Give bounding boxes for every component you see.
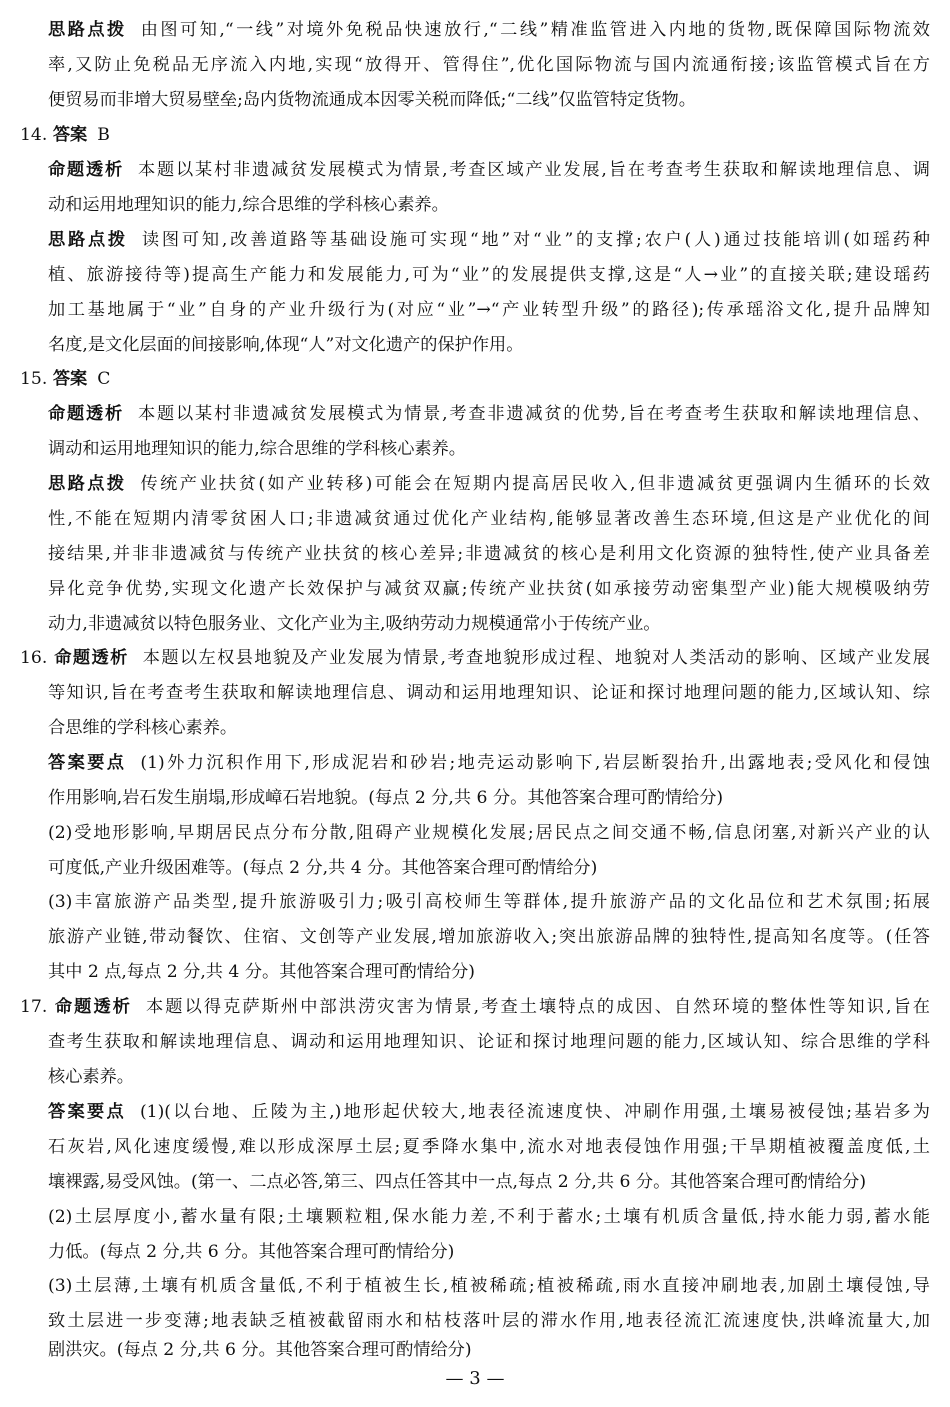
q16-intent-line-1: 16. 命题透析 本题以左权县地貌及产业发展为情景,考查地貌形成过程、地貌对人类活动的影响、区域产业发展 xyxy=(20,648,930,668)
q16-points-line-1: 答案要点 (1)外力沉积作用下,形成泥岩和砂岩;地壳运动影响下,岩层断裂抬升,出露地表;受风化和侵蚀 xyxy=(48,753,930,773)
q16-points-line-4: 可度低,产业升级困难等。(每点 2 分,共 4 分。其他答案合理可酌情给分) xyxy=(48,858,598,878)
q17-points-line-1: 答案要点 (1)(以台地、丘陵为主,)地形起伏较大,地表径流速度快、冲刷作用强,土壤易被侵蚀;基岩多为 xyxy=(48,1102,930,1122)
q17-intent-label: 命题透析 xyxy=(54,997,133,1017)
q17-points-line-6: (3)土层薄,土壤有机质含量低,不利于植被生长,植被稀疏;植被稀疏,雨水直接冲刷地表,加剧土壤侵蚀,导 xyxy=(48,1276,930,1296)
q15-number: 15. xyxy=(20,369,48,389)
q17-points-line-8: 剧洪灾。(每点 2 分,共 6 分。其他答案合理可酌情给分) xyxy=(48,1340,472,1360)
q14-intent-label: 命题透析 xyxy=(48,160,125,180)
q15-thinking-line-4: 异化竞争优势,实现文化遗产长效保护与减贫双赢;传统产业扶贫(如承接劳动密集型产业)能大规模吸纳劳 xyxy=(48,579,930,599)
q14-intent-line-2: 动和运用地理知识的能力,综合思维的学科核心素养。 xyxy=(48,195,449,215)
q17-points-line-4: (2)土层厚度小,蓄水量有限;土壤颗粒粗,保水能力差,不利于蓄水;土壤有机质含量低,持水能力弱,蓄水能 xyxy=(48,1207,930,1227)
q14-thinking-line-1: 思路点拨 读图可知,改善道路等基础设施可实现“地”对“业”的支撑;农户(人)通过技能培训(如瑶药种 xyxy=(48,230,930,250)
q15-thinking-label: 思路点拨 xyxy=(48,474,127,494)
q14-answer-line xyxy=(20,122,930,148)
q15-thinking-line-3: 接结果,并非非遗减贫与传统产业扶贫的核心差异;非遗减贫的核心是利用文化资源的独特性,使产业具备差 xyxy=(48,544,930,564)
q17-intent-line-3: 核心素养。 xyxy=(48,1067,134,1087)
q16-intent-line-3: 合思维的学科核心素养。 xyxy=(48,718,238,738)
q16-points-line-2: 作用影响,岩石发生崩塌,形成嶂石岩地貌。(每点 2 分,共 6 分。其他答案合理可酌情给分) xyxy=(48,788,724,808)
q14-number: 14. xyxy=(20,125,48,145)
q16-points-line-6: 旅游产业链,带动餐饮、住宿、文创等产业发展,增加旅游收入;突出旅游品牌的独特性,提高知名度等。(任答 xyxy=(48,927,930,947)
q15-answer-value: C xyxy=(97,369,111,389)
page-number: — 3 — xyxy=(445,1368,505,1389)
q16-points-line-5: (3)丰富旅游产品类型,提升旅游吸引力;吸引高校师生等群体,提升旅游产品的文化品位和艺术氛围;拓展 xyxy=(48,892,930,912)
q13-thinking-line-3: 便贸易而非增大贸易壁垒;岛内货物流通成本因零关税而降低;“二线”仅监管特定货物。 xyxy=(48,90,696,110)
q16-intent-line-2: 等知识,旨在考查考生获取和解读地理信息、调动和运用地理知识、论证和探讨地理问题的能力,区域认知、综 xyxy=(48,683,930,703)
q14-answer-value: B xyxy=(97,125,110,145)
q14-thinking-line-2: 植、旅游接待等)提高生产能力和发展能力,可为“业”的发展提供支撑,这是“人→业”的直接关联;建设瑶药 xyxy=(48,265,930,285)
q15-thinking-line-1: 思路点拨 传统产业扶贫(如产业转移)可能会在短期内提高居民收入,但非遗减贫更强调内生循环的长效 xyxy=(48,474,930,494)
q16-points-line-3: (2)受地形影响,早期居民点分布分散,阻碍产业规模化发展;居民点之间交通不畅,信息闭塞,对新兴产业的认 xyxy=(48,823,930,843)
q14-answer-label: 答案 xyxy=(52,125,88,145)
q17-points-line-3: 壤裸露,易受风蚀。(第一、二点必答,第三、四点任答其中一点,每点 2 分,共 6 分。其他答案合理可酌情给分) xyxy=(48,1172,867,1192)
q15-answer-line xyxy=(20,366,930,392)
q14-intent-line-1: 命题透析 本题以某村非遗减贫发展模式为情景,考查区域产业发展,旨在考查考生获取和解读地理信息、调 xyxy=(48,160,930,180)
q14-thinking-line-3: 加工基地属于“业”自身的产业升级行为(对应“业”→“产业转型升级”的路径);传承瑶浴文化,提升品牌知 xyxy=(48,300,930,320)
q15-intent-line-2: 调动和运用地理知识的能力,综合思维的学科核心素养。 xyxy=(48,439,466,459)
q14-thinking-line-4: 名度,是文化层面的间接影响,体现“人”对文化遗产的保护作用。 xyxy=(48,335,524,355)
q17-points-line-2: 石灰岩,风化速度缓慢,难以形成深厚土层;夏季降水集中,流水对地表侵蚀作用强;干旱期植被覆盖度低,土 xyxy=(48,1137,930,1157)
q17-points-label: 答案要点 xyxy=(48,1102,126,1122)
q17-number: 17. xyxy=(20,997,48,1017)
q16-number: 16. xyxy=(20,648,48,668)
q17-points-line-7: 致土层进一步变薄;地表缺乏植被截留雨水和枯枝落叶层的滞水作用,地表径流汇流速度快,洪峰流量大,加 xyxy=(48,1311,930,1331)
q17-intent-line-2: 查考生获取和解读地理信息、调动和运用地理知识、论证和探讨地理问题的能力,区域认知、综合思维的学科 xyxy=(48,1032,930,1052)
q15-answer-label: 答案 xyxy=(52,369,88,389)
q13-thinking-label: 思路点拨 xyxy=(48,20,127,40)
q16-points-label: 答案要点 xyxy=(48,753,127,773)
q13-thinking-line-1: 思路点拨 由图可知,“一线”对境外免税品快速放行,“二线”精准监管进入内地的货物,既保障国际物流效 xyxy=(48,20,930,40)
q16-intent-label: 命题透析 xyxy=(54,648,129,668)
q14-thinking-label: 思路点拨 xyxy=(48,230,128,250)
q15-thinking-line-5: 动力,非遗减贫以特色服务业、文化产业为主,吸纳劳动力规模通常小于传统产业。 xyxy=(48,614,661,634)
q15-thinking-line-2: 性,不能在短期内清零贫困人口;非遗减贫通过优化产业结构,能够显著改善生态环境,但这是产业优化的间 xyxy=(48,509,930,529)
q15-intent-label: 命题透析 xyxy=(48,404,125,424)
q17-intent-line-1: 17. 命题透析 本题以得克萨斯州中部洪涝灾害为情景,考查土壤特点的成因、自然环境的整体性等知识,旨在 xyxy=(20,997,930,1017)
q13-thinking-line-2: 率,又防止免税品无序流入内地,实现“放得开、管得住”,优化国际物流与国内流通衔接;该监管模式旨在方 xyxy=(48,55,930,75)
q16-points-line-7: 其中 2 点,每点 2 分,共 4 分。其他答案合理可酌情给分) xyxy=(48,962,475,982)
q15-intent-line-1: 命题透析 本题以某村非遗减贫发展模式为情景,考查非遗减贫的优势,旨在考查考生获取和解读地理信息、 xyxy=(48,404,930,424)
q17-points-line-5: 力低。(每点 2 分,共 6 分。其他答案合理可酌情给分) xyxy=(48,1242,455,1262)
